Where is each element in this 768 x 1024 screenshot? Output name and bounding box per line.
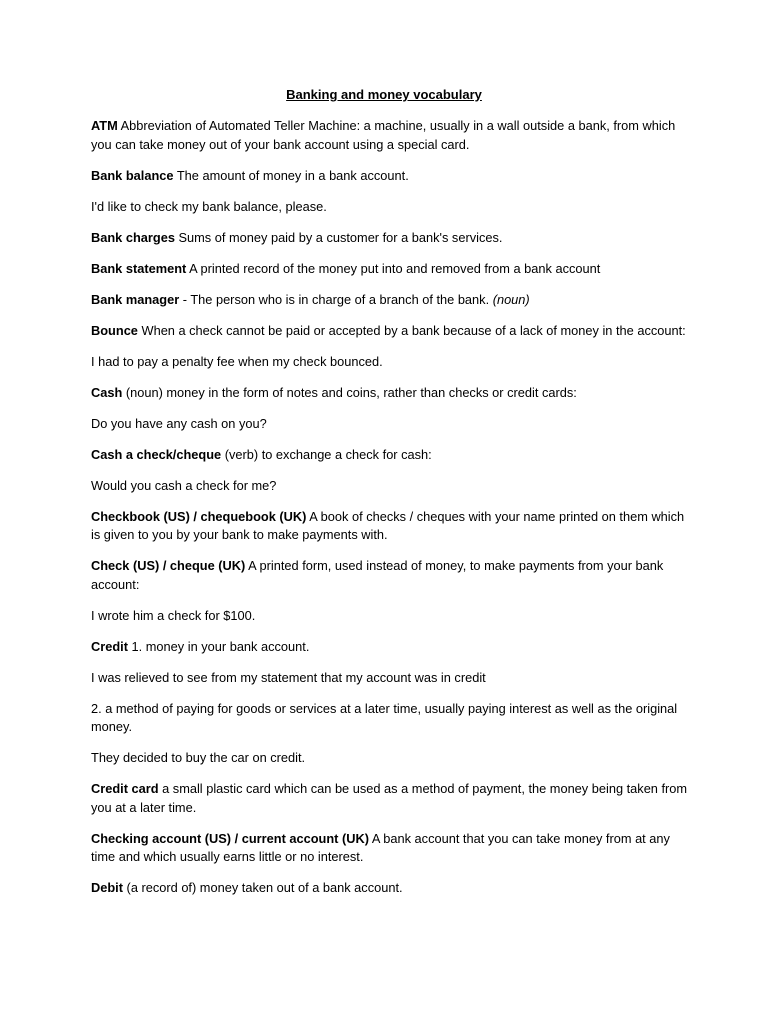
entry-credit-card bbox=[91, 780, 691, 817]
entry-definition: When a check cannot be paid or accepted by a bank because of a lack of money in the account: bbox=[137, 322, 686, 338]
example-sentence bbox=[91, 477, 691, 496]
entry-bank-statement bbox=[91, 260, 691, 279]
entry-definition: A book of checks / cheques with your name printed on them which is given to you by your bank to make payments with. bbox=[91, 508, 685, 542]
example-text: Would you cash a check for me? bbox=[91, 477, 277, 493]
entry-definition: Sums of money paid by a customer for a bank's services. bbox=[174, 229, 503, 245]
entry-term: Bounce bbox=[91, 322, 138, 338]
example-text: They decided to buy the car on credit. bbox=[91, 750, 306, 765]
document-title: Banking and money vocabulary bbox=[286, 87, 482, 102]
entry-term: Cash bbox=[91, 384, 123, 400]
entry-definition: a small plastic card which can be used as a method of payment, the money being taken from you at a later time. bbox=[91, 781, 688, 815]
entry-check bbox=[91, 557, 691, 594]
entry-atm bbox=[91, 117, 691, 154]
entry-term: Debit bbox=[91, 880, 123, 895]
part-of-speech: (noun) bbox=[492, 291, 530, 307]
entry-term: Checking account (US) / current account (UK) bbox=[91, 830, 370, 846]
entry-term: Check (US) / cheque (UK) bbox=[91, 558, 246, 573]
example-text: I wrote him a check for $100. bbox=[91, 607, 256, 623]
vocabulary-list bbox=[91, 117, 691, 910]
entry-cash-a-check bbox=[91, 446, 691, 465]
entry-term: Cash a check/cheque bbox=[91, 446, 222, 462]
entry-definition: (verb) to exchange a check for cash: bbox=[221, 446, 432, 462]
entry-term: ATM bbox=[91, 118, 118, 133]
example-sentence bbox=[91, 198, 691, 217]
entry-definition: A bank account that you can take money from at any time and which usually earns little or no interest. bbox=[91, 830, 670, 864]
entry-bounce bbox=[91, 322, 691, 341]
entry-checkbook bbox=[91, 508, 691, 545]
entry-debit bbox=[91, 879, 691, 898]
entry-checking-account bbox=[91, 830, 691, 867]
entry-term: Checkbook (US) / chequebook (UK) bbox=[91, 508, 307, 524]
example-text: I was relieved to see from my statement that my account was in credit bbox=[91, 669, 486, 685]
entry-definition: (a record of) money taken out of a bank account. bbox=[123, 880, 403, 895]
entry-cash bbox=[91, 384, 691, 403]
entry-bank-balance bbox=[91, 167, 691, 186]
entry-definition: The amount of money in a bank account. bbox=[173, 167, 409, 183]
example-sentence bbox=[91, 607, 691, 626]
entry-term: Bank statement bbox=[91, 260, 187, 276]
entry-credit bbox=[91, 638, 691, 657]
entry-term: Credit bbox=[91, 638, 128, 654]
example-text: I'd like to check my bank balance, please. bbox=[91, 198, 327, 214]
example-sentence bbox=[91, 669, 691, 688]
entry-bank-charges bbox=[91, 229, 691, 248]
entry-term: Bank charges bbox=[91, 229, 175, 245]
entry-definition: Abbreviation of Automated Teller Machine: a machine, usually in a wall outside a bank, from which you can take money out of your bank account using a special card. bbox=[91, 118, 676, 152]
example-sentence bbox=[91, 749, 691, 768]
entry-definition: A printed record of the money put into and removed from a bank account bbox=[186, 260, 601, 276]
example-text: I had to pay a penalty fee when my check bounced. bbox=[91, 353, 383, 369]
entry-definition: 2. a method of paying for goods or services at a later time, usually paying interest as well as the original money. bbox=[91, 700, 678, 734]
example-text: Do you have any cash on you? bbox=[91, 415, 267, 431]
entry-definition: A printed form, used instead of money, to make payments from your bank account: bbox=[91, 558, 664, 592]
entry-term: Bank manager bbox=[91, 291, 180, 307]
entry-definition: 1. money in your bank account. bbox=[127, 638, 310, 654]
entry-credit-sense-2 bbox=[91, 700, 691, 737]
example-sentence bbox=[91, 353, 691, 372]
entry-bank-manager bbox=[91, 291, 691, 310]
entry-term: Bank balance bbox=[91, 167, 174, 183]
entry-definition: - The person who is in charge of a branch of the bank. bbox=[179, 291, 493, 307]
example-sentence bbox=[91, 415, 691, 434]
entry-term: Credit card bbox=[91, 781, 159, 796]
entry-definition: (noun) money in the form of notes and coins, rather than checks or credit cards: bbox=[122, 384, 577, 400]
